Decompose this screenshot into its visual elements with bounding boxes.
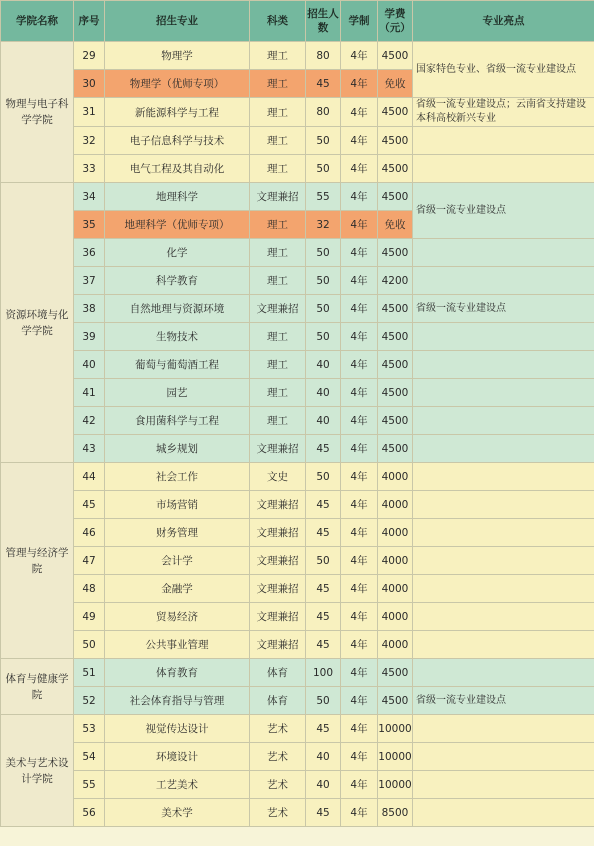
fee-cell: 4000: [378, 519, 413, 547]
category-cell: 文理兼招: [250, 519, 306, 547]
duration-cell: 4年: [341, 211, 378, 239]
major-cell: 视觉传达设计: [105, 715, 250, 743]
college-name: 体育与健康学院: [1, 659, 74, 715]
table-row: [1, 799, 594, 827]
table-row: [1, 659, 594, 687]
highlights-cell: 省级一流专业建设点；云南省支持建设本科高校新兴专业: [413, 98, 594, 127]
table-row: [1, 295, 594, 323]
fee-cell: 4200: [378, 267, 413, 295]
major-cell: 自然地理与资源环境: [105, 295, 250, 323]
quota-cell: 100: [306, 659, 341, 687]
table-row: [1, 687, 594, 715]
highlights-cell: 省级一流专业建设点: [413, 183, 594, 239]
seq-cell: 30: [74, 70, 105, 98]
duration-cell: 4年: [341, 603, 378, 631]
duration-cell: 4年: [341, 127, 378, 155]
highlights-cell: 国家特色专业、省级一流专业建设点: [413, 42, 594, 98]
seq-cell: 32: [74, 127, 105, 155]
duration-cell: 4年: [341, 379, 378, 407]
major-cell: 市场营销: [105, 491, 250, 519]
quota-cell: 45: [306, 491, 341, 519]
highlights-cell: [413, 631, 594, 659]
duration-cell: 4年: [341, 715, 378, 743]
duration-cell: 4年: [341, 631, 378, 659]
major-cell: 科学教育: [105, 267, 250, 295]
table-row: [1, 407, 594, 435]
quota-cell: 50: [306, 547, 341, 575]
major-cell: 化学: [105, 239, 250, 267]
table-row: [1, 603, 594, 631]
quota-cell: 50: [306, 687, 341, 715]
category-cell: 艺术: [250, 799, 306, 827]
quota-cell: 50: [306, 323, 341, 351]
highlights-cell: [413, 435, 594, 463]
major-cell: 公共事业管理: [105, 631, 250, 659]
category-cell: 体育: [250, 687, 306, 715]
quota-cell: 40: [306, 379, 341, 407]
fee-cell: 10000: [378, 743, 413, 771]
highlights-cell: [413, 771, 594, 799]
fee-cell: 4500: [378, 183, 413, 211]
table-row: [1, 42, 594, 70]
major-cell: 环境设计: [105, 743, 250, 771]
fee-cell: 4000: [378, 575, 413, 603]
major-cell: 金融学: [105, 575, 250, 603]
table-row: [1, 155, 594, 183]
header-major: 招生专业: [105, 1, 250, 42]
major-cell: 园艺: [105, 379, 250, 407]
duration-cell: 4年: [341, 351, 378, 379]
major-cell: 社会体育指导与管理: [105, 687, 250, 715]
quota-cell: 50: [306, 295, 341, 323]
seq-cell: 31: [74, 98, 105, 127]
highlights-cell: [413, 603, 594, 631]
seq-cell: 33: [74, 155, 105, 183]
category-cell: 理工: [250, 98, 306, 127]
fee-cell: 4000: [378, 491, 413, 519]
quota-cell: 40: [306, 407, 341, 435]
highlights-cell: [413, 267, 594, 295]
highlights-cell: [413, 323, 594, 351]
fee-cell: 10000: [378, 771, 413, 799]
major-cell: 体育教育: [105, 659, 250, 687]
header-fee: 学费（元）: [378, 1, 413, 42]
seq-cell: 49: [74, 603, 105, 631]
highlights-cell: [413, 351, 594, 379]
fee-cell: 4500: [378, 42, 413, 70]
major-cell: 地理科学: [105, 183, 250, 211]
category-cell: 理工: [250, 42, 306, 70]
seq-cell: 40: [74, 351, 105, 379]
table-row: [1, 575, 594, 603]
major-cell: 食用菌科学与工程: [105, 407, 250, 435]
fee-cell: 4500: [378, 98, 413, 127]
table-header-row: [1, 1, 594, 42]
category-cell: 文理兼招: [250, 491, 306, 519]
duration-cell: 4年: [341, 183, 378, 211]
category-cell: 理工: [250, 155, 306, 183]
category-cell: 理工: [250, 127, 306, 155]
fee-cell: 4000: [378, 547, 413, 575]
category-cell: 文理兼招: [250, 575, 306, 603]
highlights-cell: 省级一流专业建设点: [413, 687, 594, 715]
quota-cell: 32: [306, 211, 341, 239]
quota-cell: 45: [306, 715, 341, 743]
seq-cell: 43: [74, 435, 105, 463]
highlights-cell: [413, 491, 594, 519]
seq-cell: 39: [74, 323, 105, 351]
college-name: 物理与电子科学学院: [1, 42, 74, 183]
highlights-cell: [413, 547, 594, 575]
category-cell: 文理兼招: [250, 295, 306, 323]
quota-cell: 40: [306, 771, 341, 799]
category-cell: 文史: [250, 463, 306, 491]
duration-cell: 4年: [341, 407, 378, 435]
duration-cell: 4年: [341, 70, 378, 98]
table-row: [1, 547, 594, 575]
header-duration: 学制: [341, 1, 378, 42]
duration-cell: 4年: [341, 575, 378, 603]
seq-cell: 45: [74, 491, 105, 519]
table-row: [1, 491, 594, 519]
college-name: 资源环境与化学学院: [1, 183, 74, 463]
major-cell: 新能源科学与工程: [105, 98, 250, 127]
highlights-cell: [413, 379, 594, 407]
table-row: [1, 379, 594, 407]
highlights-cell: [413, 715, 594, 743]
major-cell: 城乡规划: [105, 435, 250, 463]
quota-cell: 40: [306, 743, 341, 771]
major-cell: 会计学: [105, 547, 250, 575]
duration-cell: 4年: [341, 98, 378, 127]
duration-cell: 4年: [341, 519, 378, 547]
category-cell: 理工: [250, 211, 306, 239]
major-cell: 电气工程及其自动化: [105, 155, 250, 183]
duration-cell: 4年: [341, 799, 378, 827]
table-row: [1, 743, 594, 771]
fee-cell: 4000: [378, 631, 413, 659]
header-highlights: 专业亮点: [413, 1, 594, 42]
fee-cell: 免收: [378, 211, 413, 239]
category-cell: 理工: [250, 239, 306, 267]
table-row: [1, 267, 594, 295]
fee-cell: 4500: [378, 155, 413, 183]
seq-cell: 53: [74, 715, 105, 743]
quota-cell: 45: [306, 631, 341, 659]
duration-cell: 4年: [341, 463, 378, 491]
duration-cell: 4年: [341, 239, 378, 267]
category-cell: 理工: [250, 351, 306, 379]
fee-cell: 4500: [378, 659, 413, 687]
seq-cell: 29: [74, 42, 105, 70]
seq-cell: 37: [74, 267, 105, 295]
duration-cell: 4年: [341, 547, 378, 575]
fee-cell: 免收: [378, 70, 413, 98]
highlights-cell: [413, 659, 594, 687]
quota-cell: 45: [306, 435, 341, 463]
category-cell: 体育: [250, 659, 306, 687]
category-cell: 文理兼招: [250, 435, 306, 463]
duration-cell: 4年: [341, 323, 378, 351]
quota-cell: 50: [306, 239, 341, 267]
duration-cell: 4年: [341, 42, 378, 70]
category-cell: 理工: [250, 323, 306, 351]
duration-cell: 4年: [341, 743, 378, 771]
highlights-cell: [413, 407, 594, 435]
major-cell: 工艺美术: [105, 771, 250, 799]
table-row: [1, 98, 594, 127]
highlights-cell: [413, 743, 594, 771]
major-cell: 生物技术: [105, 323, 250, 351]
category-cell: 艺术: [250, 715, 306, 743]
quota-cell: 45: [306, 799, 341, 827]
fee-cell: 4500: [378, 379, 413, 407]
major-cell: 贸易经济: [105, 603, 250, 631]
seq-cell: 50: [74, 631, 105, 659]
table-row: [1, 715, 594, 743]
quota-cell: 50: [306, 463, 341, 491]
highlights-cell: [413, 127, 594, 155]
seq-cell: 51: [74, 659, 105, 687]
table-row: [1, 351, 594, 379]
table-row: [1, 519, 594, 547]
quota-cell: 45: [306, 70, 341, 98]
quota-cell: 50: [306, 155, 341, 183]
fee-cell: 8500: [378, 799, 413, 827]
duration-cell: 4年: [341, 267, 378, 295]
category-cell: 艺术: [250, 743, 306, 771]
seq-cell: 38: [74, 295, 105, 323]
seq-cell: 34: [74, 183, 105, 211]
seq-cell: 44: [74, 463, 105, 491]
highlights-cell: [413, 239, 594, 267]
quota-cell: 50: [306, 267, 341, 295]
fee-cell: 4500: [378, 295, 413, 323]
seq-cell: 41: [74, 379, 105, 407]
duration-cell: 4年: [341, 491, 378, 519]
fee-cell: 4500: [378, 351, 413, 379]
category-cell: 文理兼招: [250, 183, 306, 211]
table-row: [1, 183, 594, 211]
category-cell: 艺术: [250, 771, 306, 799]
seq-cell: 52: [74, 687, 105, 715]
category-cell: 理工: [250, 267, 306, 295]
duration-cell: 4年: [341, 155, 378, 183]
quota-cell: 50: [306, 127, 341, 155]
major-cell: 物理学（优师专项）: [105, 70, 250, 98]
major-cell: 美术学: [105, 799, 250, 827]
quota-cell: 45: [306, 603, 341, 631]
fee-cell: 4500: [378, 323, 413, 351]
duration-cell: 4年: [341, 771, 378, 799]
highlights-cell: [413, 519, 594, 547]
duration-cell: 4年: [341, 687, 378, 715]
seq-cell: 48: [74, 575, 105, 603]
highlights-cell: [413, 463, 594, 491]
highlights-cell: [413, 799, 594, 827]
major-cell: 财务管理: [105, 519, 250, 547]
seq-cell: 47: [74, 547, 105, 575]
header-seq: 序号: [74, 1, 105, 42]
quota-cell: 45: [306, 575, 341, 603]
seq-cell: 36: [74, 239, 105, 267]
table-row: [1, 323, 594, 351]
header-quota: 招生人数: [306, 1, 341, 42]
fee-cell: 4500: [378, 407, 413, 435]
fee-cell: 4500: [378, 687, 413, 715]
seq-cell: 56: [74, 799, 105, 827]
major-cell: 物理学: [105, 42, 250, 70]
category-cell: 文理兼招: [250, 603, 306, 631]
seq-cell: 42: [74, 407, 105, 435]
major-cell: 葡萄与葡萄酒工程: [105, 351, 250, 379]
table-row: [1, 631, 594, 659]
category-cell: 理工: [250, 407, 306, 435]
highlights-cell: 省级一流专业建设点: [413, 295, 594, 323]
fee-cell: 4500: [378, 239, 413, 267]
major-cell: 社会工作: [105, 463, 250, 491]
table-row: [1, 435, 594, 463]
quota-cell: 80: [306, 98, 341, 127]
college-name: 管理与经济学院: [1, 463, 74, 659]
table-body: [1, 42, 594, 827]
fee-cell: 4500: [378, 435, 413, 463]
category-cell: 理工: [250, 379, 306, 407]
category-cell: 文理兼招: [250, 631, 306, 659]
category-cell: 理工: [250, 70, 306, 98]
major-cell: 地理科学（优师专项）: [105, 211, 250, 239]
seq-cell: 54: [74, 743, 105, 771]
seq-cell: 55: [74, 771, 105, 799]
highlights-cell: [413, 575, 594, 603]
seq-cell: 46: [74, 519, 105, 547]
quota-cell: 80: [306, 42, 341, 70]
fee-cell: 4500: [378, 127, 413, 155]
fee-cell: 10000: [378, 715, 413, 743]
category-cell: 文理兼招: [250, 547, 306, 575]
fee-cell: 4000: [378, 603, 413, 631]
table-row: [1, 127, 594, 155]
table-row: [1, 463, 594, 491]
major-cell: 电子信息科学与技术: [105, 127, 250, 155]
table-row: [1, 239, 594, 267]
header-category: 科类: [250, 1, 306, 42]
duration-cell: 4年: [341, 659, 378, 687]
highlights-cell: [413, 155, 594, 183]
college-name: 美术与艺术设计学院: [1, 715, 74, 827]
quota-cell: 45: [306, 519, 341, 547]
table-row: [1, 771, 594, 799]
quota-cell: 55: [306, 183, 341, 211]
header-college: 学院名称: [1, 1, 74, 42]
quota-cell: 40: [306, 351, 341, 379]
seq-cell: 35: [74, 211, 105, 239]
duration-cell: 4年: [341, 435, 378, 463]
duration-cell: 4年: [341, 295, 378, 323]
fee-cell: 4000: [378, 463, 413, 491]
